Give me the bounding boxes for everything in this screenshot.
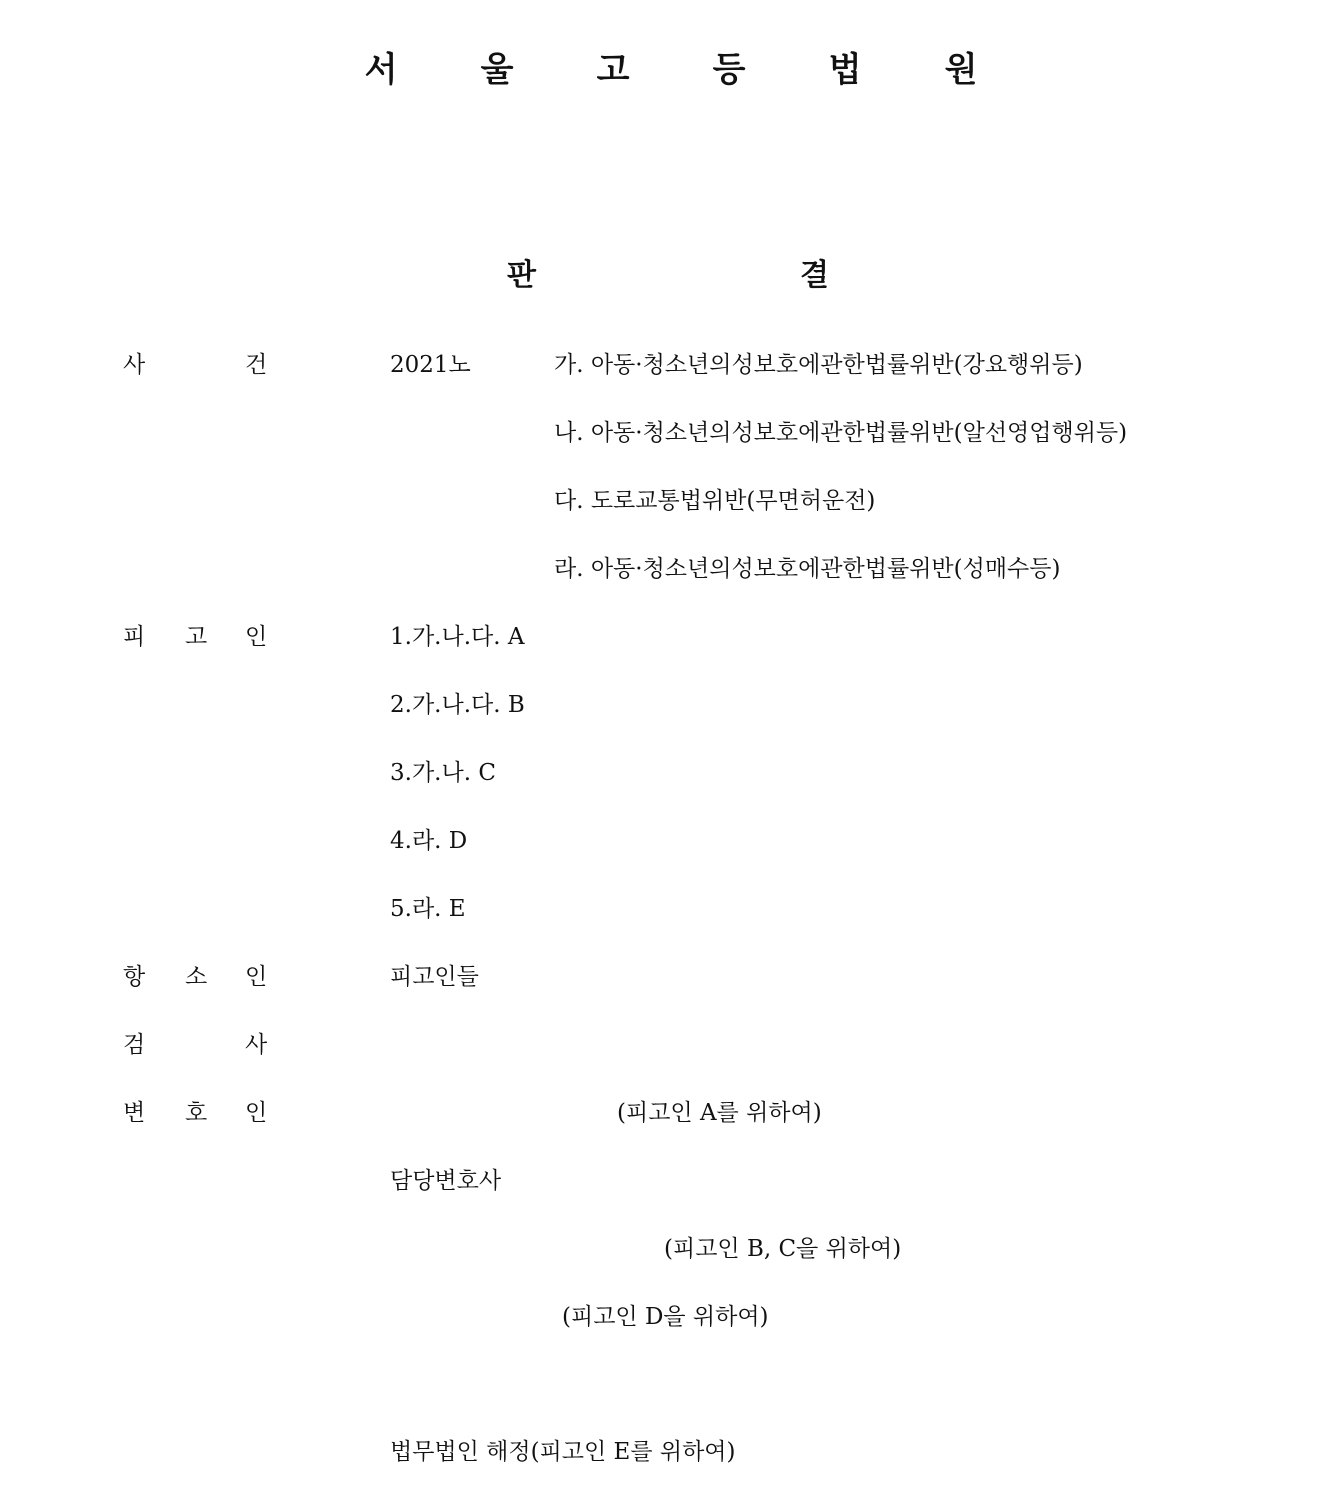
court-name-char: 등 xyxy=(712,50,746,90)
counsel-entry: (피고인 D을 위하여) xyxy=(562,1304,769,1330)
defendant-item: 5.라. E xyxy=(390,896,466,922)
case-label-char: 사 xyxy=(123,352,146,378)
defendant-item: 1.가.나.다. A xyxy=(390,624,525,650)
charge-item: 나. 아동·청소년의성보호에관한법률위반(알선영업행위등) xyxy=(554,420,1128,446)
prosecutor-label-char: 사 xyxy=(245,1032,268,1058)
counsel-entry: 담당변호사 xyxy=(390,1168,502,1194)
case-number: 2021노 xyxy=(390,352,471,378)
appellant-label-char: 인 xyxy=(245,964,268,990)
counsel-entry: (피고인 A를 위하여) xyxy=(617,1100,822,1126)
counsel-label-char: 호 xyxy=(185,1100,208,1126)
defendant-item: 4.라. D xyxy=(390,828,468,854)
appellant-value: 피고인들 xyxy=(390,964,479,990)
doc-title-char-1: 판 xyxy=(507,258,536,293)
appellant-label-char: 소 xyxy=(185,964,208,990)
doc-title-char-2: 결 xyxy=(800,258,829,293)
defendants-label-char: 피 xyxy=(123,624,146,650)
court-name-char: 울 xyxy=(480,50,514,90)
counsel-entry: 법무법인 해정(피고인 E를 위하여) xyxy=(390,1439,736,1465)
court-name xyxy=(0,42,1342,91)
charge-item: 라. 아동·청소년의성보호에관한법률위반(성매수등) xyxy=(554,556,1061,582)
case-label-char: 건 xyxy=(245,352,268,378)
counsel-label-char: 인 xyxy=(245,1100,268,1126)
court-name-char: 원 xyxy=(944,50,978,90)
defendant-item: 3.가.나. C xyxy=(390,760,496,786)
counsel-entry: (피고인 B, C을 위하여) xyxy=(664,1236,902,1262)
court-name-char: 법 xyxy=(828,50,862,90)
court-name-char: 서 xyxy=(364,50,398,90)
appellant-label-char: 항 xyxy=(123,964,146,990)
defendants-label-char: 인 xyxy=(245,624,268,650)
charge-item: 가. 아동·청소년의성보호에관한법률위반(강요행위등) xyxy=(554,352,1083,378)
counsel-label-char: 변 xyxy=(123,1100,146,1126)
defendant-item: 2.가.나.다. B xyxy=(390,692,525,718)
charge-item: 다. 도로교통법위반(무면허운전) xyxy=(554,488,876,514)
prosecutor-label-char: 검 xyxy=(123,1032,146,1058)
court-name-char: 고 xyxy=(596,50,630,90)
defendants-label-char: 고 xyxy=(185,624,208,650)
